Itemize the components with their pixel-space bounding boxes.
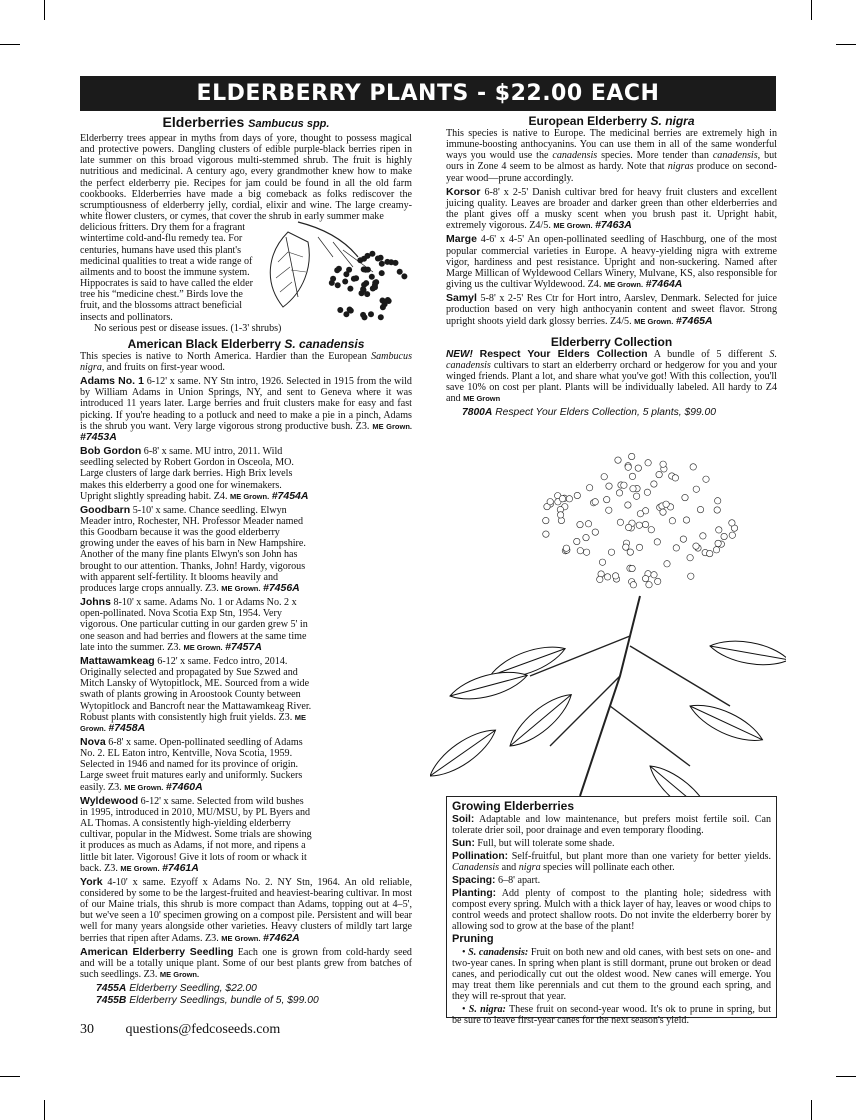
variety-entry	[80, 505, 312, 594]
variety-description: 6-8' x 2-5' Danish cultivar bred for heavy fruit clusters and excellent juicing quality. Leaves are broader and darker green than other elderberries and the plant gives off a musky scent when you brush past it. Upright habit, extremely vigorous. Z4/5.	[446, 186, 777, 232]
intro-text: This species is native to Europe. The medicinal berries are extremely high in immune-boosting anthocyanins. You can use them in all of the same wonderful ways you would use the	[446, 128, 777, 162]
variety-name: American Elderberry Seedling	[80, 945, 234, 958]
prune-label: S. canadensis:	[468, 947, 529, 958]
elderberries-heading	[80, 114, 412, 133]
heading-latin: S. canadensis	[284, 336, 365, 351]
me-grown-badge: ME Grown.	[80, 712, 307, 733]
european-elderberry-heading	[446, 114, 777, 128]
crop-mark	[0, 1076, 20, 1077]
prune-nigra: • S. nigra: These fruit on second-year wood. It's ok to prune in spring, but be sure to leave first-year canes for the next season's yield.	[452, 1004, 772, 1026]
variety-name: York	[80, 875, 103, 888]
me-grown-badge: ME Grown.	[120, 863, 160, 873]
contact-email[interactable]: questions@fedcoseeds.com	[125, 1022, 281, 1037]
variety-entry	[80, 597, 312, 653]
pollination-text: Self-fruitful, but plant more than one variety for better yields.	[511, 851, 771, 862]
sku-code: #7463A	[595, 219, 632, 232]
sku-code: #7457A	[225, 640, 262, 653]
variety-entry	[80, 656, 312, 734]
variety-entry	[446, 234, 777, 290]
collection-paragraph	[446, 349, 777, 405]
american-variety-list	[80, 376, 412, 980]
pollination-latin: nigra	[518, 862, 541, 873]
intro-wrap-paragraph	[80, 222, 260, 322]
growing-title: Growing Elderberries	[452, 799, 575, 813]
pruning-title: Pruning	[452, 933, 494, 945]
variety-name: Samyl	[446, 292, 477, 305]
page-footer	[80, 1022, 280, 1038]
intro-text: , but ours in Zone 4 seem to be almost as hardy. Note that	[446, 150, 777, 173]
page-banner: ELDERBERRY PLANTS - $22.00 EACH	[80, 76, 776, 111]
pollination-text: species will pollinate each other.	[543, 862, 675, 873]
sku-code: #7454A	[271, 489, 309, 502]
sku-code: #7465A	[675, 314, 713, 327]
variety-name: Wyldewood	[80, 794, 139, 807]
order-text: Respect Your Elders Collection, 5 plants, $99.00	[495, 407, 716, 419]
collection-name: Respect Your Elders Collection	[479, 347, 648, 360]
intro-paragraph: Elderberry trees appear in myths from days of yore, thought to possess magical and protective powers. Dangling clusters of edible purple-black berries ripen in late summer on this broad vigorous multi-stemmed shrub. The fruit is highly nutritious and medicinal. A century ago, every grandmother knew how to make the perfect elderberry pie. Recipes for jam could be found in all the old farm cookbooks. Elderberries have made a big comeback as folks rediscover the scrumptiousness of elderberry jelly, cordial, elixir and wine. The large creamy-white flower clusters, or cymes, that cover the shrub in early summer make	[80, 133, 412, 223]
heading-text: Elderberries	[162, 114, 245, 130]
right-column	[446, 114, 777, 419]
intro-wrap-text: delicious fritters. Dry them for a fragrant wintertime cold-and-flu remedy tea. For centuries, humans have used this plant's medicinal qualities to treat a wide range of ailments and to boost the immune system. Hippocrates is said to have called the elder tree his “medicine chest.” Birds love the fruit, and the blossoms attract beneficial insects and pollinators.	[80, 222, 253, 323]
sku-code: #7453A	[80, 430, 117, 443]
soil-line	[452, 814, 771, 836]
crop-mark	[0, 44, 20, 45]
sun-label: Sun:	[452, 838, 475, 849]
me-grown-badge: ME Grown.	[159, 970, 200, 980]
variety-description: 6-8' x same. MU intro, 2011. Wild seedling selected by Robert Gordon in Osceola, MO. Large clusters of large dark berries. High Brix levels makes this elderberry a good one for winemakers. Upright slightly spreading habit. Z4.	[80, 446, 294, 502]
sku-code: #7464A	[645, 278, 683, 291]
planting-text: Add plenty of compost to the planting hole; sidedress with compost every spring. Mulch with a thick layer of hay, leaves or wood chips to control weeds and protect shallow roots. Do not invite the elderberry borer by allowing sod to grow at the base of the plant!	[452, 888, 771, 932]
elderberry-cluster-illustration	[258, 212, 418, 342]
crop-mark	[836, 1076, 856, 1077]
spacing-line	[452, 875, 771, 886]
variety-entry	[446, 293, 777, 326]
me-grown-badge: ME Grown.	[372, 421, 412, 431]
variety-description: 6-12' x same. Selected from wild bushes in 1995, introduced in 2010, MU/MSU, by PL Byers and AL Thomas. A consistently high-yielding elderberry cultivar, popular in the Midwest. Some trials are showing it produces as much as Adams, if not more, and ripens a little bit later. Vigorous! Give it lots of room or whack it back. Z3.	[80, 795, 312, 874]
new-badge: NEW!	[446, 348, 473, 360]
variety-description: 6-12' x same. Fedco intro, 2014. Originally selected and propagated by Sue Szwed and Mitch Lansky of Wytopitlock, ME. Sourced from a wide swath of plants growing in Aroostook County between Wytopitlock and Bancroft near the Mattawamkeag River. Robust plants with consistently high fruit yields. Z3.	[80, 655, 312, 723]
variety-name: Adams No. 1	[80, 375, 144, 388]
prune-label: S. nigra:	[468, 1004, 506, 1015]
page-number: 30	[80, 1022, 94, 1037]
pollination-line	[452, 851, 771, 873]
sku-code: #7456A	[262, 581, 300, 594]
sku-code: #7462A	[262, 931, 300, 944]
heading-text: European Elderberry	[528, 114, 648, 128]
order-line	[446, 407, 777, 419]
heading-latin: S. nigra	[650, 114, 695, 128]
pollination-label: Pollination:	[452, 851, 509, 862]
crop-mark	[811, 1100, 812, 1120]
soil-label: Soil:	[452, 814, 475, 825]
intro-text: produce on second-year wood—prune accordingly.	[446, 161, 777, 184]
variety-description: 8-10' x same. Adams No. 1 or Adams No. 2 x open-pollinated. Nova Scotia Exp Stn, 1954. Very vigorous. One particular cutting in our garden grew 5' in one season and had berries and flowers at the same time late into the summer. Z3.	[80, 597, 308, 653]
heading-latin: Sambucus spp.	[248, 118, 330, 130]
crop-mark	[44, 0, 45, 20]
me-grown-badge: ME Grown.	[603, 280, 644, 290]
variety-entry	[80, 737, 312, 793]
sun-text: Full, but will tolerate some shade.	[477, 838, 615, 849]
variety-description: 4-10' x same. Ezyoff x Adams No. 2. NY Stn, 1964. An old reliable, considered by some to be the largest-fruited and heaviest-bearing cultivar. In most of our Maine trials, this shrub is more compact than Adams, topping out at 4–5', but we've seen a 10' specimen growing on a compost pile. Persistent and will bear well for many years alongside other varieties. Heavy clusters of mildly tart large berries that ripen after Adams. Z3.	[80, 876, 412, 944]
spacing-label: Spacing:	[452, 875, 496, 886]
spacing-text: 6–8' apart.	[498, 875, 541, 886]
intro-text: , and fruits on first-year wood.	[101, 361, 225, 373]
variety-entry	[446, 187, 777, 232]
me-grown-badge: ME Grown.	[553, 221, 593, 231]
variety-entry	[80, 947, 412, 980]
sku-code: #7458A	[108, 721, 146, 734]
variety-entry	[80, 376, 412, 443]
variety-name: Marge	[446, 233, 477, 246]
me-grown-badge: ME Grown.	[634, 316, 674, 326]
order-line	[80, 983, 412, 995]
collection-heading: Elderberry Collection	[550, 334, 673, 349]
intro-text: This species is native to North America. Hardier than the European	[80, 350, 367, 362]
planting-label: Planting:	[452, 888, 497, 899]
me-grown-badge: ME Grown.	[230, 491, 270, 501]
order-code: 7455B	[96, 995, 127, 1007]
prune-text: Fruit on both new and old canes, with best sets on one- and two-year canes. In spring when plant is still dormant, prune out broken or dead canes, and periodically cut out the oldest wood. New canes will emerge. You may treat them like perennials and cut them to the ground each spring, and they will re-sprout that year.	[452, 947, 771, 1002]
pollination-text: and	[501, 862, 517, 873]
order-code: 7800A	[462, 407, 493, 419]
crop-mark	[836, 44, 856, 45]
variety-name: Mattawamkeag	[80, 654, 155, 667]
sku-code: #7461A	[162, 861, 199, 874]
crop-mark	[811, 0, 812, 20]
elderflower-branch-illustration	[430, 446, 786, 796]
heading-text: American Black Elderberry	[127, 336, 282, 351]
european-intro	[446, 128, 777, 184]
variety-name: Johns	[80, 596, 111, 609]
order-code: 7455A	[96, 983, 127, 995]
collection-text: A bundle of 5 different	[653, 348, 763, 360]
variety-entry	[80, 446, 312, 502]
european-variety-list	[446, 187, 777, 327]
pollination-latin: Canadensis	[452, 862, 500, 873]
planting-line	[452, 888, 771, 932]
variety-description: 4-6' x 4-5' An open-pollinated seedling of Haschburg, one of the most popular commercial varieties in Europe. A heavy-yielding nigra with extreme vigor, hardiness and pest resistance. Upright and non-suckering. Named after Marge Millican of Wyldewood Cellars Winery, Mulvane, KS, also responsible for giving us the cultivar Wyldewood. Z4.	[446, 234, 777, 291]
variety-name: Korsor	[446, 185, 481, 198]
me-grown-badge: ME Grown.	[221, 583, 261, 593]
variety-description: Each one is grown from cold-hardy seed and will be a totally unique plant. Some of our best plants grew from batches of such seedlings. Z3.	[80, 946, 412, 981]
me-grown-badge: ME Grown	[463, 394, 501, 404]
variety-name: Goodbarn	[80, 503, 131, 516]
variety-description: 6-8' x same. Open-pollinated seedling of Adams No. 2. EL Eaton intro, Kentville, Nova Scotia, 1959. Selected in 1946 and named for its province of origin. Large sweet fruit matures early and uniformly. Suckers easily. Z3.	[80, 736, 303, 793]
variety-entry	[80, 877, 412, 944]
variety-description: 5-10' x same. Chance seedling. Elwyn Meader intro, Rochester, NH. Professor Meader named this Goodbarn because it was the good elderberry growing under the eaves of his barn in New Hampshire. Another of the many fine plants Elwyn's son John has brought to our attention. Thanks, John! Hardy, vigorous with apparent self-fertility. It blooms heavily and produces large crops annually. Z3.	[80, 504, 306, 594]
sun-line	[452, 838, 771, 849]
intro-latin: canadensis	[552, 150, 598, 162]
variety-description: 6-12' x same. NY Stn intro, 1926. Selected in 1915 from the wild by William Adams in Union Springs, NY, and sent to Geneva where it was introduced 11 years later. Large berries and fruit clusters make for easy and fast picking. If you're heading to a potluck and need to make a pie in a pinch, Adams is the shrub you want. Very large vigorous strong productive bush. Z3.	[80, 376, 412, 432]
prune-canadensis: • S. canadensis: Fruit on both new and old canes, with best sets on one- and two-year canes. In spring when plant is still dormant, prune out broken or dead canes, and periodically cut out the oldest wood. New canes will emerge. You may treat them like perennials and cut them to the ground each spring, and they will re-sprout that year.	[452, 947, 771, 1002]
variety-description: 5-8' x 2-5' Res Ctr for Hort intro, Aarslev, Denmark. Selected for juice production based on very high anthocyanin content and sweet flavor. Strong upright shoots yield dark glossy berries. Z4/5.	[446, 293, 777, 327]
prune-text: These fruit on second-year wood. It's ok to prune in spring, but be sure to leave first-year canes for the next season's yield.	[452, 1004, 772, 1026]
intro-end: No serious pest or disease issues. (1-3' shrubs)	[94, 322, 282, 334]
variety-entry	[80, 796, 312, 874]
crop-mark	[44, 1100, 45, 1120]
intro-latin: Sambucus nigra	[80, 350, 412, 373]
intro-text: species. More tender than	[601, 150, 709, 162]
sku-code: #7460A	[165, 780, 203, 793]
me-grown-badge: ME Grown.	[221, 933, 261, 943]
growing-elderberries-box	[446, 796, 777, 1026]
order-line	[80, 995, 412, 1007]
order-text: Elderberry Seedling, $22.00	[129, 983, 257, 995]
intro-latin: canadensis	[712, 150, 758, 162]
me-grown-badge: ME Grown.	[183, 642, 223, 652]
soil-text: Adaptable and low maintenance, but prefers moist fertile soil. Can tolerate drier soil, poor drainage and even temporary flooding.	[452, 814, 772, 836]
collection-latin: S. canadensis	[446, 348, 777, 371]
variety-name: Bob Gordon	[80, 445, 142, 458]
collection-text: cultivars to start an elderberry orchard or hedgerow for you and your winged friends. Plant a lot, and share what you've got! With this collection, you'll save 10% on cost per plant. Plants will be individually labeled. All hardy to Z4 and	[446, 359, 777, 405]
american-intro	[80, 351, 412, 373]
intro-latin: nigras	[667, 161, 694, 173]
me-grown-badge: ME Grown.	[124, 782, 164, 792]
order-text: Elderberry Seedlings, bundle of 5, $99.00	[129, 995, 319, 1007]
variety-name: Nova	[80, 735, 106, 748]
